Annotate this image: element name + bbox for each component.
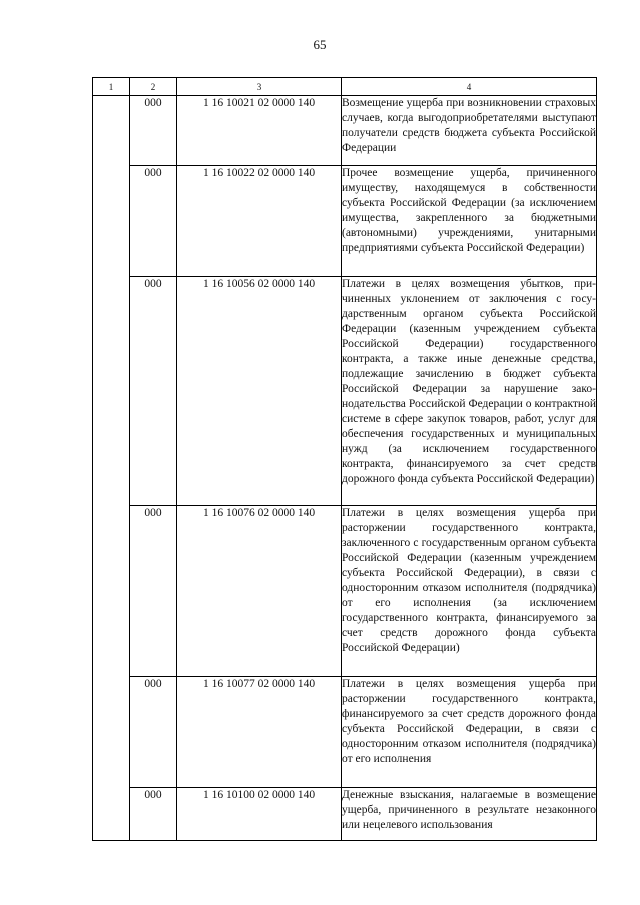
admin-code-cell: 000 <box>130 677 177 788</box>
column-number-2: 2 <box>130 78 177 96</box>
column-number-3: 3 <box>177 78 342 96</box>
admin-code-cell: 000 <box>130 788 177 841</box>
budget-code-cell: 1 16 10076 02 0000 140 <box>177 506 342 677</box>
table-row <box>93 96 597 166</box>
table-row <box>93 166 597 277</box>
admin-code-cell: 000 <box>130 96 177 166</box>
description-cell: Прочее возмещение ущерба, причиненного имуществу, находящемуся в собственности субъекта Российской Федерации (за исключением имущества, закрепленного за бюджетными (автономными) учреждениями, унитарными предприятиями субъекта Российской Федерации) <box>342 166 597 277</box>
table-row <box>93 788 597 841</box>
page-number: 65 <box>313 37 327 52</box>
column-number-1: 1 <box>93 78 130 96</box>
column-number-4: 4 <box>342 78 597 96</box>
description-cell: Платежи в целях возмещения ущерба при расторжении государственного контракта, финансируемого за счет средств дорожного фонда субъекта Российской Федерации, в связи с односторонним отказом исполнителя (подрядчика) от его исполнения <box>342 677 597 788</box>
budget-code-cell: 1 16 10100 02 0000 140 <box>177 788 342 841</box>
table-row <box>93 277 597 506</box>
description-cell: Платежи в целях возмещения убытков, причиненных уклонением от заключения с государственным органом субъекта Российской Федерации (казенным учреждением субъекта Российской Федерации) государственного контракта, а также иные денежные средства, подлежащие зачислению в бюджет субъекта Российской Федерации за нарушение законодательства Российской Федерации о контрактной системе в сфере закупок товаров, работ, услуг для обеспечения государственных и муниципальных нужд (за исключением государственного контракта, финансируемого за счет средств дорожного фонда субъекта Российской Федерации) <box>342 277 597 506</box>
admin-code-cell: 000 <box>130 166 177 277</box>
admin-code-cell: 000 <box>130 277 177 506</box>
description-cell: Денежные взыскания, налагаемые в возмещение ущерба, причиненного в результате незаконного или нецелевого использования <box>342 788 597 841</box>
budget-code-cell: 1 16 10021 02 0000 140 <box>177 96 342 166</box>
table-header-row <box>93 78 597 96</box>
description-cell: Платежи в целях возмещения ущерба при расторжении государственного контракта, заключенного с государственным органом субъекта Российской Федерации (казенным учреждением субъекта Российской Федерации), в связи с односторонним отказом исполнителя (подрядчика) от его исполнения (за исключением государственного контракта, финансируемого за счет средств дорожного фонда субъекта Российской Федерации) <box>342 506 597 677</box>
budget-code-cell: 1 16 10077 02 0000 140 <box>177 677 342 788</box>
empty-first-column <box>93 96 130 841</box>
table-row <box>93 506 597 677</box>
table-row <box>93 677 597 788</box>
budget-revenue-table <box>92 77 597 841</box>
budget-code-cell: 1 16 10056 02 0000 140 <box>177 277 342 506</box>
description-cell: Возмещение ущерба при возникновении страховых случаев, когда выгодоприобретателями выступают получатели средств бюджета субъекта Российской Федерации <box>342 96 597 166</box>
admin-code-cell: 000 <box>130 506 177 677</box>
budget-code-cell: 1 16 10022 02 0000 140 <box>177 166 342 277</box>
